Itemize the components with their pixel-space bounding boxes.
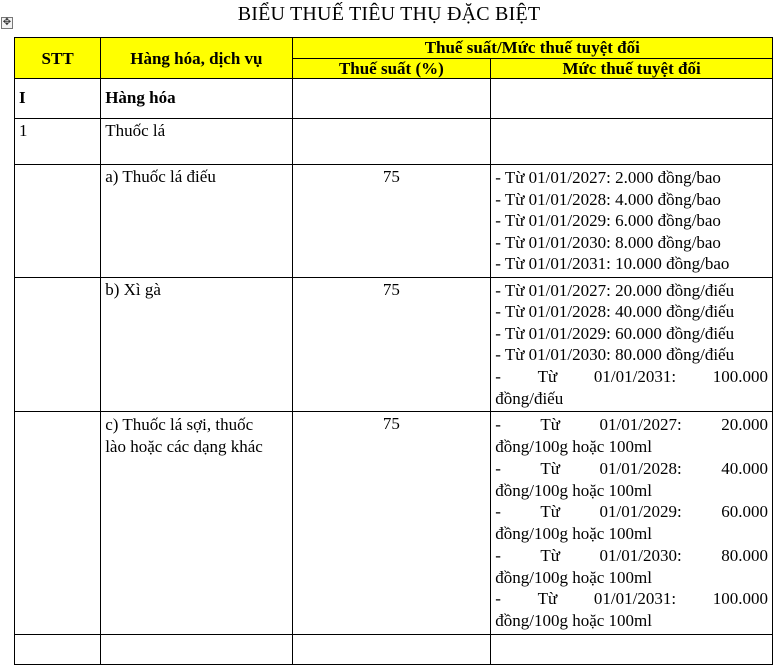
- cell-absolute: [491, 165, 773, 278]
- schedule-entry: - Từ 01/01/2029: 60.000 đồng/100g hoặc 100ml: [495, 502, 768, 543]
- document-title: BIỂU THUẾ TIÊU THỤ ĐẶC BIỆT: [237, 3, 541, 25]
- cell-name: Hàng hóa: [101, 79, 292, 119]
- cell-name: a) Thuốc lá điếu: [101, 165, 292, 278]
- cell-rate: 75: [292, 412, 491, 635]
- cell-rate: 75: [292, 165, 491, 278]
- table-header-row: [15, 38, 773, 59]
- cell-absolute: [491, 412, 773, 635]
- table-row-category-goods: [15, 79, 773, 119]
- cell-stt: 1: [15, 119, 101, 165]
- header-absolute: Mức thuế tuyệt đối: [491, 58, 773, 79]
- cell-name: b) Xì gà: [101, 277, 292, 412]
- schedule-line: - Từ 01/01/2030: 80.000 đồng/điếu: [495, 345, 735, 364]
- schedule-line-justified: - Từ 01/01/2031: 100.000: [495, 366, 768, 386]
- cell-absolute: [491, 277, 773, 412]
- table-row-cigarettes: [15, 165, 773, 278]
- schedule-entry: - Từ 01/01/2031: 100.000 đồng/100g hoặc 100ml: [495, 589, 768, 630]
- header-goods: Hàng hóa, dịch vụ: [101, 38, 292, 79]
- header-rate: Thuế suất (%): [292, 58, 491, 79]
- header-stt: STT: [15, 38, 101, 79]
- cell-name: Thuốc lá: [101, 119, 292, 165]
- schedule-entry: - Từ 01/01/2028: 40.000 đồng/100g hoặc 100ml: [495, 458, 768, 500]
- tax-table: [14, 37, 773, 665]
- table-row-tobacco: [15, 119, 773, 165]
- schedule-line: - Từ 01/01/2029: 60.000 đồng/điếu: [495, 323, 735, 343]
- schedule-unit: đồng/điếu: [495, 388, 564, 408]
- table-row-cigars: [15, 277, 773, 412]
- schedule-line: - Từ 01/01/2027: 20.000 đồng/điếu: [495, 280, 735, 300]
- schedule-line: - Từ 01/01/2031: 10.000 đồng/bao: [495, 254, 730, 273]
- table-row-shredded-tobacco: [15, 412, 773, 635]
- cell-name: c) Thuốc lá sợi, thuốc lào hoặc các dạng khác: [101, 412, 292, 635]
- schedule-line: - Từ 01/01/2029: 6.000 đồng/bao: [495, 211, 721, 230]
- table-row-next-cut-off: [15, 634, 773, 664]
- schedule-line: - Từ 01/01/2028: 4.000 đồng/bao: [495, 189, 721, 209]
- schedule-entry: - Từ 01/01/2030: 80.000 đồng/100g hoặc 100ml: [495, 545, 768, 587]
- schedule-line: - Từ 01/01/2030: 8.000 đồng/bao: [495, 232, 721, 252]
- cell-rate: 75: [292, 277, 491, 412]
- schedule-line: - Từ 01/01/2027: 2.000 đồng/bao: [495, 168, 721, 187]
- schedule-entry: - Từ 01/01/2027: 20.000 đồng/100g hoặc 100ml: [495, 415, 768, 456]
- header-tax-group: Thuế suất/Mức thuế tuyệt đối: [292, 38, 772, 59]
- schedule-line: - Từ 01/01/2028: 40.000 đồng/điếu: [495, 302, 735, 321]
- cell-stt: I: [15, 79, 101, 119]
- table-move-handle-icon[interactable]: ✥: [2, 17, 12, 28]
